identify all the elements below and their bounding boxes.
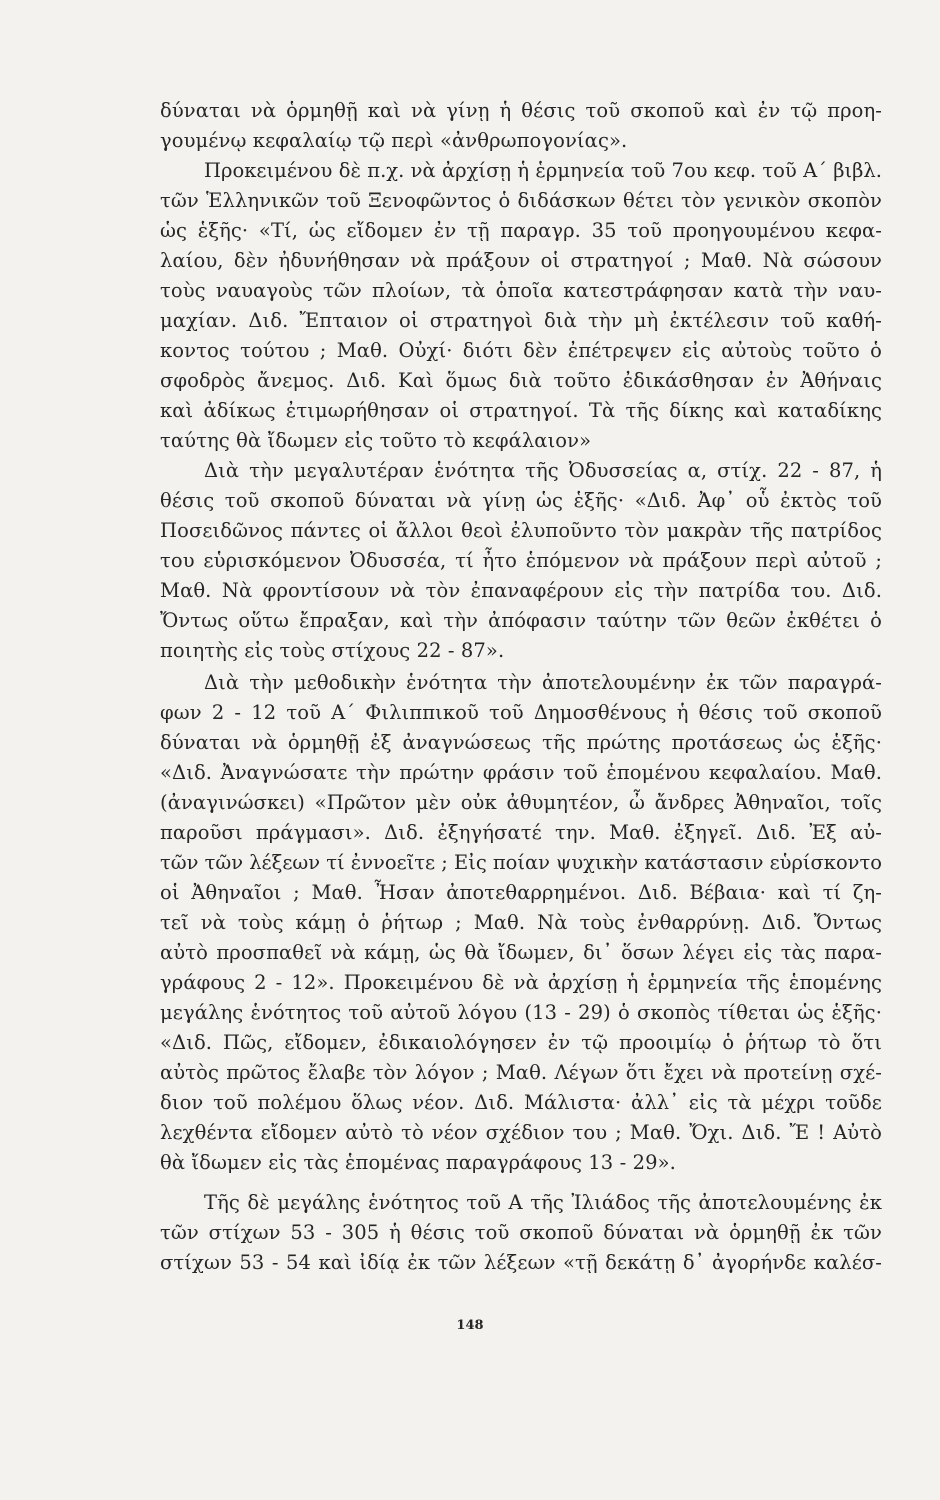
text-line: δύναται νὰ ὁρμηθῇ ἐξ ἀναγνώσεως τῆς πρώτης προτάσεως ὡς ἑξῆς· bbox=[160, 731, 882, 754]
text-line: καὶ ἀδίκως ἐτιμωρήθησαν οἱ στρατηγοί. Τὰ τῆς δίκης καὶ καταδίκης bbox=[160, 399, 882, 422]
text-line: Προκειμένου δὲ π.χ. νὰ ἀρχίσῃ ἡ ἑρμηνεία τοῦ 7ου κεφ. τοῦ Α΄ βιβλ. bbox=[204, 159, 882, 182]
text-line: γουμένῳ κεφαλαίῳ τῷ περὶ «ἀνθρωπογονίας». bbox=[160, 129, 628, 152]
text-line: παροῦσι πράγμασι». Διδ. ἐξηγήσατέ την. Μαθ. ἐξηγεῖ. Διδ. Ἐξ αὐ- bbox=[160, 821, 882, 844]
text-line: λαίου, δὲν ἠδυνήθησαν νὰ πράξουν οἱ στρατηγοί ; Μαθ. Νὰ σώσουν bbox=[160, 249, 882, 272]
text-line: κοντος τούτου ; Μαθ. Οὐχί· διότι δὲν ἐπέτρεψεν εἰς αὐτοὺς τοῦτο ὁ bbox=[160, 339, 882, 362]
text-line: τῶν τῶν λέξεων τί ἐννοεῖτε ; Εἰς ποίαν ψυχικὴν κατάστασιν εὑρίσκοντο bbox=[160, 851, 882, 874]
text-line: θὰ ἴδωμεν εἰς τὰς ἑπομένας παραγράφους 13 - 29». bbox=[160, 1151, 676, 1174]
text-line: οἱ Ἀθηναῖοι ; Μαθ. Ἦσαν ἀποτεθαρρημένοι. Διδ. Βέβαια· καὶ τί ζη- bbox=[160, 881, 882, 904]
text-line: Διὰ τὴν μεθοδικὴν ἑνότητα τὴν ἀποτελουμένην ἐκ τῶν παραγρά- bbox=[204, 671, 882, 694]
text-line: τῶν στίχων 53 - 305 ἡ θέσις τοῦ σκοποῦ δύναται νὰ ὁρμηθῇ ἐκ τῶν bbox=[160, 1221, 882, 1244]
text-line: του εὑρισκόμενον Ὀδυσσέα, τί ἦτο ἑπόμενον νὰ πράξουν περὶ αὐτοῦ ; bbox=[160, 549, 882, 572]
text-line: γράφους 2 - 12». Προκειμένου δὲ νὰ ἀρχίσῃ ἡ ἑρμηνεία τῆς ἑπομένης bbox=[160, 971, 882, 994]
text-line: Ὄντως οὕτω ἔπραξαν, καὶ τὴν ἀπόφασιν ταύτην τῶν θεῶν ἐκθέτει ὁ bbox=[160, 609, 882, 632]
text-line: «Διδ. Ἀναγνώσατε τὴν πρώτην φράσιν τοῦ ἑπομένου κεφαλαίου. Μαθ. bbox=[160, 761, 882, 784]
text-line: μαχίαν. Διδ. Ἔπταιον οἱ στρατηγοὶ διὰ τὴν μὴ ἐκτέλεσιν τοῦ καθή- bbox=[160, 309, 882, 332]
text-line: ὡς ἑξῆς· «Τί, ὡς εἴδομεν ἐν τῇ παραγρ. 35 τοῦ προηγουμένου κεφα- bbox=[160, 219, 882, 242]
text-line: στίχων 53 - 54 καὶ ἰδίᾳ ἐκ τῶν λέξεων «τῇ δεκάτῃ δ᾽ ἀγορήνδε καλέσ- bbox=[160, 1251, 882, 1274]
text-line: τῶν Ἑλληνικῶν τοῦ Ξενοφῶντος ὁ διδάσκων θέτει τὸν γενικὸν σκοπὸν bbox=[160, 189, 882, 212]
text-line: δύναται νὰ ὁρμηθῇ καὶ νὰ γίνῃ ἡ θέσις τοῦ σκοποῦ καὶ ἐν τῷ προη- bbox=[160, 99, 882, 122]
text-line: λεχθέντα εἴδομεν αὐτὸ τὸ νέον σχέδιον του ; Μαθ. Ὄχι. Διδ. Ἔ ! Αὐτὸ bbox=[160, 1121, 882, 1144]
text-line: φων 2 - 12 τοῦ Α΄ Φιλιππικοῦ τοῦ Δημοσθένους ἡ θέσις τοῦ σκοποῦ bbox=[160, 701, 882, 724]
text-line: (ἀναγινώσκει) «Πρῶτον μὲν οὐκ ἀθυμητέον, ὦ ἄνδρες Ἀθηναῖοι, τοῖς bbox=[160, 791, 882, 814]
text-line: μεγάλης ἑνότητος τοῦ αὐτοῦ λόγου (13 - 29) ὁ σκοπὸς τίθεται ὡς ἑξῆς· bbox=[160, 1001, 882, 1024]
text-line: θέσις τοῦ σκοποῦ δύναται νὰ γίνῃ ὡς ἑξῆς· «Διδ. Ἀφ᾽ οὗ ἐκτὸς τοῦ bbox=[160, 489, 882, 512]
text-line: Μαθ. Νὰ φροντίσουν νὰ τὸν ἐπαναφέρουν εἰς τὴν πατρίδα του. Διδ. bbox=[160, 579, 882, 602]
text-line: σφοδρὸς ἄνεμος. Διδ. Καὶ ὅμως διὰ τοῦτο ἐδικάσθησαν ἐν Ἀθήναις bbox=[160, 369, 882, 392]
text-line: αὐτὸς πρῶτος ἔλαβε τὸν λόγον ; Μαθ. Λέγων ὅτι ἔχει νὰ προτείνῃ σχέ- bbox=[160, 1061, 882, 1084]
text-line: τεῖ νὰ τοὺς κάμῃ ὁ ῥήτωρ ; Μαθ. Νὰ τοὺς ἐνθαρρύνῃ. Διδ. Ὄντως bbox=[160, 911, 882, 934]
text-line: «Διδ. Πῶς, εἴδομεν, ἐδικαιολόγησεν ἐν τῷ προοιμίῳ ὁ ῥήτωρ τὸ ὅτι bbox=[160, 1031, 882, 1054]
text-line: Διὰ τὴν μεγαλυτέραν ἑνότητα τῆς Ὀδυσσείας α, στίχ. 22 - 87, ἡ bbox=[204, 459, 882, 482]
text-line: ταύτης θὰ ἴδωμεν εἰς τοῦτο τὸ κεφάλαιον» bbox=[160, 429, 592, 452]
text-line: τοὺς ναυαγοὺς τῶν πλοίων, τὰ ὁποῖα κατεστράφησαν κατὰ τὴν ναυ- bbox=[160, 279, 882, 302]
text-line: Ποσειδῶνος πάντες οἱ ἄλλοι θεοὶ ἐλυποῦντο τὸν μακρὰν τῆς πατρίδος bbox=[160, 519, 882, 542]
page-number: 148 bbox=[456, 1318, 484, 1333]
text-line: ποιητὴς εἰς τοὺς στίχους 22 - 87». bbox=[160, 639, 505, 662]
text-line: Τῆς δὲ μεγάλης ἑνότητος τοῦ Α τῆς Ἰλιάδος τῆς ἀποτελουμένης ἐκ bbox=[204, 1191, 882, 1214]
text-line: διον τοῦ πολέμου ὅλως νέον. Διδ. Μάλιστα· ἀλλ᾽ εἰς τὰ μέχρι τοῦδε bbox=[160, 1091, 882, 1114]
text-line: αὐτὸ προσπαθεῖ νὰ κάμῃ, ὡς θὰ ἴδωμεν, δι᾽ ὅσων λέγει εἰς τὰς παρα- bbox=[160, 941, 882, 964]
